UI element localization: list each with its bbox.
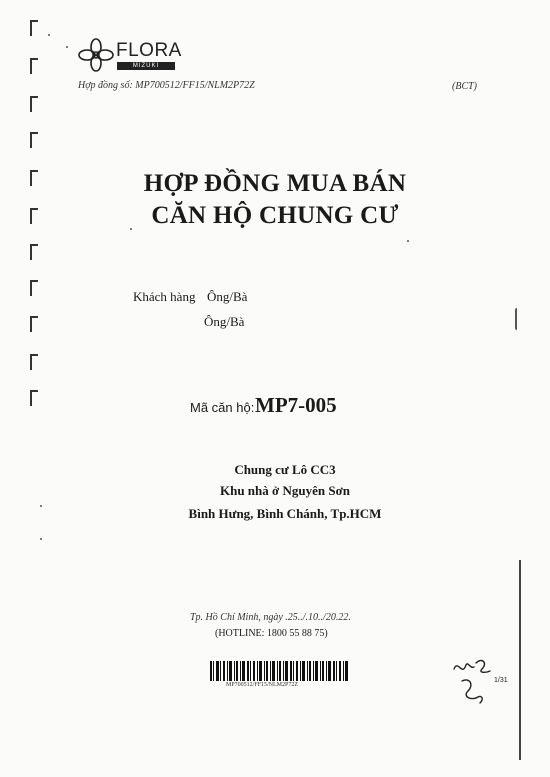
scan-speck: [130, 228, 132, 230]
title-line-2: CĂN HỘ CHUNG CƯ: [151, 202, 399, 229]
flora-logo: [78, 38, 188, 72]
binding-marks: [30, 20, 46, 560]
address-line-3: Bình Hưng, Bình Chánh, Tp.HCM: [188, 506, 382, 521]
scan-speck: [40, 505, 42, 507]
scan-speck: [48, 34, 50, 36]
hotline: (HOTLINE: 1800 55 88 75): [215, 628, 328, 639]
document-tag: (BCT): [452, 81, 477, 92]
barcode-text: MP700512/FF15/NLM2P72Z: [226, 682, 299, 688]
apartment-code: MP7-005: [255, 393, 337, 417]
scan-speck: [66, 46, 68, 48]
address-line-2: Khu nhà ở Nguyên Sơn: [219, 483, 350, 498]
apartment-code-label: Mã căn hộ:: [190, 400, 255, 415]
barcode: [210, 661, 350, 681]
right-edge-line: [519, 560, 521, 760]
customer-label: Khách hàng: [133, 289, 196, 304]
date-line: Tp. Hồ Chí Minh, ngày .25../.10../20.22.: [190, 612, 351, 623]
scan-speck: [40, 538, 42, 540]
logo-subtitle: MIZUKI: [117, 62, 175, 70]
contract-number: Hợp đồng số: MP700512/FF15/NLM2P72Z: [78, 80, 255, 91]
page-number: 1/31: [494, 677, 508, 684]
right-edge-mark: [515, 308, 520, 330]
address-line-1: Chung cư Lô CC3: [234, 462, 336, 477]
handwritten-initials: [448, 655, 498, 707]
logo-text: FLORA: [116, 40, 182, 61]
customer-title-1: Ông/Bà: [207, 289, 248, 304]
title-line-1: HỢP ĐỒNG MUA BÁN: [143, 170, 407, 197]
scan-speck: [407, 240, 409, 242]
customer-title-2: Ông/Bà: [204, 314, 245, 329]
flower-icon: [78, 38, 114, 72]
